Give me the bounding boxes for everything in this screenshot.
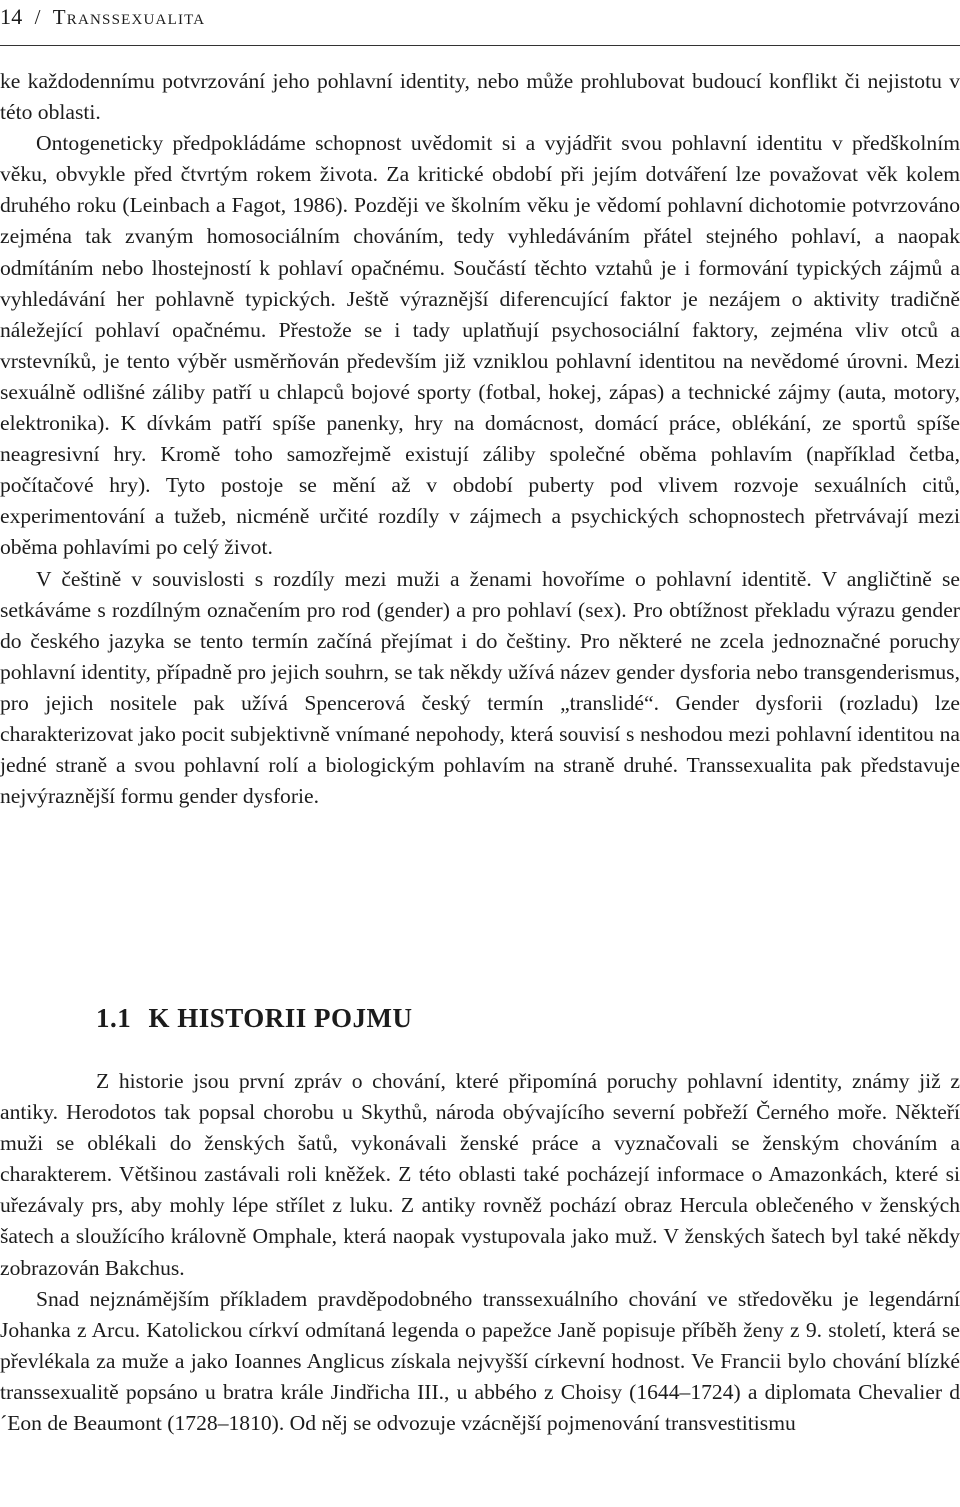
section-title: K HISTORII POJMU xyxy=(148,1003,413,1033)
paragraph: V češtině v souvislosti s rozdíly mezi muži a ženami hovoříme o pohlavní identitě. V angličtině se setkáváme s rozdílným označením pro rod (gender) a pro pohlaví (sex). Pro obtížnost překladu výrazu gender do českého jazyka se tento termín začíná přejímat i do češtiny. Pro některé ne zcela jednoznačné poruchy pohlavní identity, případně pro jejich souhrn, se tak někdy užívá název gender dysforia nebo transgenderismus, pro jejich nositele pak užívá Spencerová český termín „translidé“. Gender dysforii (rozladu) lze charakterizovat jako pocit subjektivně vnímané nepohody, která souvisí s neshodou mezi pohlavní identitou na jedné straně a svou pohlavní rolí a biologickým pohlavím na straně druhé. Transsexualita pak představuje nejvýraznější formu gender dysforie. xyxy=(0,566,960,809)
running-title: Transsexualita xyxy=(52,5,206,29)
page-number: 14 xyxy=(0,4,23,29)
header-separator: / xyxy=(34,5,41,29)
header-rule xyxy=(0,45,960,46)
section-number: 1.1 xyxy=(96,1003,132,1033)
paragraph: Z historie jsou první zpráv o chování, které připomíná poruchy pohlavní identity, známy již z antiky. Herodotos tak popsal chorobu u Skythů, národa obývajícího severní pobřeží Černého moře. Někteří muži se oblékali do ženských šatů, vykonávali ženské práce a vyznačovali se ženským chováním a charakterem. Většinou zastávali roli kněžek. Z této oblasti také pocházejí informace o Amazonkách, které si uřezávaly prs, aby mohly lépe střílet z luku. Z antiky rovněž pochází obraz Hercula oblečeného v ženských šatech a sloužícího královně Omphale, která naopak vystupovala jako muž. V ženských šatech byl také někdy zobrazován Bakchus. xyxy=(0,1069,960,1280)
paragraph: ke každodennímu potvrzování jeho pohlavní identity, nebo může prohlubovat budoucí konflikt či nejistotu v této oblasti. xyxy=(0,69,960,125)
running-header xyxy=(0,4,205,30)
section-1-body xyxy=(0,66,960,812)
paragraph: Ontogeneticky předpokládáme schopnost uvědomit si a vyjádřit svou pohlavní identitu v předškolním věku, obvykle před čtvrtým rokem života. Za kritické období při jejím dotváření lze považovat věk kolem druhého roku (Leinbach a Fagot, 1986). Později ve školním věku je vědomí pohlavní dichotomie potvrzováno zejména tak zvaným homosociálním chováním, tedy vyhledáváním přátel stejného pohlaví, a naopak odmítáním nebo lhostejností k pohlaví opačnému. Součástí těchto vztahů je i formování typických zájmů a vyhledávání her pohlavně typických. Ještě výraznější diferencující faktor je nezájem o aktivity tradičně náležející pohlaví opačnému. Přestože se i tady uplatňují psychosociální faktory, zejména vliv otců a vrstevníků, je tento výběr usměrňován především již vzniklou pohlavní identitou na nevědomé úrovni. Mezi sexuálně odlišné záliby patří u chlapců bojové sporty (fotbal, hokej, zápas) a technické zájmy (auta, motory, elektronika). K dívkám patří spíše panenky, hry na domácnost, domácí práce, oblékání, ze sportů spíše neagresivní hry. Kromě toho samozřejmě existují záliby společné oběma pohlavím (například četba, počítačové hry). Tyto postoje se mění až v období puberty pod vlivem rozvoje sexuálních citů, experimentování a tužeb, nicméně určité rozdíly v zájmech a psychických schopnostech přetrvávají mezi oběma pohlavími po celý život. xyxy=(0,131,960,560)
section-2-body xyxy=(0,1066,960,1439)
section-heading xyxy=(96,1003,413,1034)
paragraph: Snad nejznámějším příkladem pravděpodobného transsexuálního chování ve středověku je legendární Johanka z Arcu. Katolickou církví odmítaná legenda o papežce Janě popisuje příběh ženy z 9. století, která se převlékala za muže a jako Ioannes Anglicus získala nejvyšší církevní hodnost. Ve Francii bylo chování blízké transsexualitě popsáno u bratra krále Jindřicha III., u abbého z Choisy (1644–1724) a diplomata Chevalier d´Eon de Beaumont (1728–1810). Od něj se odvozuje vzácnější pojmenování transvestitismu xyxy=(0,1286,960,1436)
